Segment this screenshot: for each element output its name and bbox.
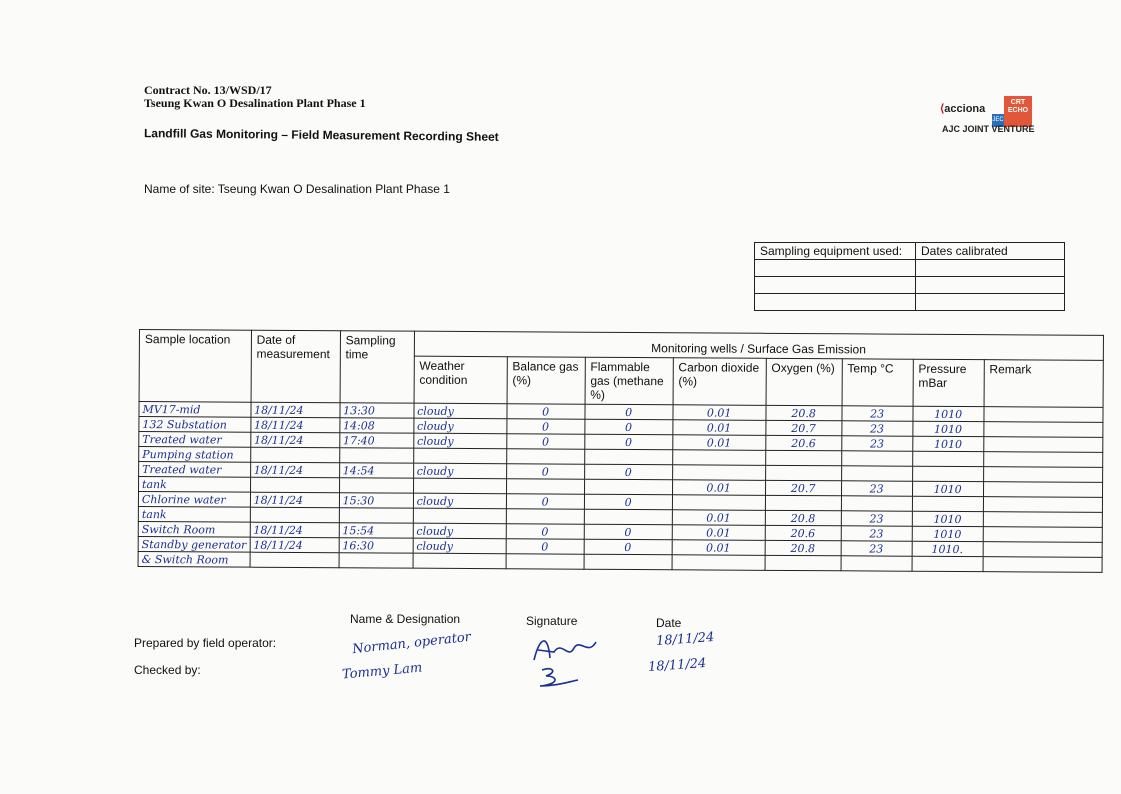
cell-time: 13:30 (340, 403, 414, 418)
cell-location: MV17-mid (139, 402, 251, 418)
equipment-header: Sampling equipment used: (755, 243, 916, 260)
header-weather: Weather condition (414, 356, 507, 404)
cell-flammable-gas (584, 554, 672, 570)
cell-location: Pumping station (139, 447, 251, 463)
cell-remark (983, 527, 1102, 543)
cell-date (250, 447, 339, 463)
cell-temp: 23 (841, 511, 912, 526)
cell-carbon-dioxide: 0.01 (672, 435, 765, 451)
company-logo (940, 96, 1036, 136)
equipment-table (754, 242, 1065, 311)
cell-pressure (912, 451, 983, 466)
cell-pressure (912, 556, 983, 571)
cell-balance-gas: 0 (506, 434, 584, 449)
cell-oxygen: 20.7 (765, 480, 841, 495)
cell-time (339, 508, 413, 523)
name-designation-header: Name & Designation (350, 612, 461, 626)
cell-oxygen: 20.7 (766, 420, 842, 435)
cell-pressure: 1010. (912, 541, 983, 556)
cell-weather: cloudy (413, 493, 506, 509)
cell-time (339, 553, 413, 568)
header-flammable-gas: Flammable gas (methane %) (585, 357, 673, 405)
cell-remark (983, 482, 1102, 498)
cell-carbon-dioxide: 0.01 (672, 540, 765, 556)
cell-temp: 23 (841, 541, 912, 556)
cell-date: 18/11/24 (251, 417, 340, 433)
cell-flammable-gas (584, 509, 672, 525)
cell-time: 14:08 (340, 418, 414, 433)
cell-balance-gas: 0 (506, 539, 584, 554)
cell-flammable-gas (584, 449, 672, 465)
cell-weather: cloudy (413, 538, 506, 554)
cell-date: 18/11/24 (250, 462, 339, 478)
sheet-title: Landfill Gas Monitoring – Field Measurement Recording Sheet (143, 126, 499, 144)
header-monitoring-wells: Monitoring wells / Surface Gas Emission (414, 331, 1103, 360)
equipment-cell (755, 260, 916, 277)
logo-joint-venture: AJC JOINT VENTURE (942, 124, 1035, 134)
cell-time: 14:54 (339, 463, 413, 478)
measurement-table (138, 329, 1104, 573)
cell-location: Standby generator (138, 536, 250, 552)
cell-oxygen (765, 495, 841, 510)
cell-weather: cloudy (413, 463, 506, 479)
cell-pressure (912, 496, 983, 511)
measurement-rows (138, 402, 1103, 573)
header-carbon-dioxide: Carbon dioxide (%) (673, 358, 766, 406)
cell-flammable-gas: 0 (584, 434, 672, 450)
prepared-date: 18/11/24 (655, 629, 715, 650)
cell-time (339, 478, 413, 493)
cell-carbon-dioxide (672, 495, 765, 511)
cell-location: Treated water (139, 432, 251, 448)
cell-carbon-dioxide (672, 555, 765, 571)
equipment-cell (755, 277, 916, 294)
cell-date (250, 507, 339, 523)
cell-flammable-gas: 0 (585, 419, 673, 435)
cell-date: 18/11/24 (251, 402, 340, 418)
cell-remark (983, 467, 1102, 483)
cell-remark (983, 452, 1102, 468)
cell-balance-gas: 0 (507, 404, 585, 419)
cell-location: tank (138, 506, 250, 522)
header-time: Sampling time (340, 331, 414, 403)
cell-pressure: 1010 (912, 526, 983, 541)
calibration-header: Dates calibrated (916, 243, 1065, 260)
cell-remark (983, 557, 1102, 573)
cell-remark (984, 422, 1103, 438)
cell-pressure: 1010 (912, 511, 983, 526)
cell-oxygen: 20.8 (765, 540, 841, 555)
cell-carbon-dioxide: 0.01 (672, 510, 765, 526)
cell-oxygen: 20.6 (765, 435, 841, 450)
cell-flammable-gas: 0 (585, 404, 673, 420)
cell-balance-gas: 0 (506, 524, 584, 539)
cell-pressure: 1010 (913, 406, 984, 421)
cell-temp (841, 466, 912, 481)
header-oxygen: Oxygen (%) (766, 358, 842, 405)
cell-carbon-dioxide: 0.01 (673, 420, 766, 436)
header-date: Date of measurement (251, 330, 340, 403)
cell-oxygen: 20.8 (766, 405, 842, 420)
cell-oxygen (765, 555, 841, 570)
cell-carbon-dioxide: 0.01 (673, 405, 766, 421)
prepared-by-label: Prepared by field operator: (134, 636, 277, 650)
cell-location: & Switch Room (138, 551, 250, 567)
cell-balance-gas: 0 (506, 464, 584, 479)
contract-header (144, 84, 366, 110)
cell-pressure: 1010 (912, 436, 983, 451)
checked-name: Tommy Lam (341, 660, 423, 683)
cell-oxygen: 20.8 (765, 510, 841, 525)
cell-time: 15:54 (339, 523, 413, 538)
cell-time (339, 448, 413, 463)
cell-balance-gas: 0 (506, 494, 584, 509)
cell-temp: 23 (841, 481, 912, 496)
cell-carbon-dioxide: 0.01 (672, 480, 765, 496)
cell-remark (983, 437, 1102, 453)
cell-date: 18/11/24 (250, 492, 339, 508)
header-remark: Remark (984, 360, 1103, 408)
logo-jec-mark: JEC (992, 114, 1004, 127)
cell-pressure (912, 466, 983, 481)
cell-date (250, 477, 339, 493)
cell-balance-gas (506, 554, 584, 569)
cell-location: Chlorine water (138, 492, 250, 508)
logo-crt-mark: CRT ECHO (1004, 96, 1032, 127)
logo-brand: ⟨acciona (940, 103, 986, 115)
cell-date: 18/11/24 (250, 432, 339, 448)
cell-flammable-gas: 0 (584, 539, 672, 555)
cell-temp (841, 451, 912, 466)
cell-location: Treated water (139, 462, 251, 478)
equipment-cell (755, 294, 916, 311)
cell-pressure: 1010 (913, 421, 984, 436)
calibration-cell (916, 260, 1065, 277)
date-header: Date (656, 616, 682, 630)
cell-location: 132 Substation (139, 417, 251, 433)
cell-remark (984, 407, 1103, 423)
cell-balance-gas (506, 479, 584, 494)
header-temp: Temp °C (842, 359, 913, 406)
signature-header: Signature (526, 614, 578, 628)
cell-flammable-gas: 0 (584, 524, 672, 540)
checked-by-label: Checked by: (134, 663, 201, 677)
cell-oxygen (765, 465, 841, 480)
calibration-cell (916, 277, 1065, 294)
cell-weather (413, 478, 506, 494)
cell-flammable-gas (584, 479, 672, 495)
cell-oxygen: 20.6 (765, 525, 841, 540)
cell-temp: 23 (841, 526, 912, 541)
cell-time: 16:30 (339, 538, 413, 553)
cell-remark (983, 542, 1102, 558)
cell-balance-gas (506, 509, 584, 524)
cell-balance-gas: 0 (507, 419, 585, 434)
header-balance-gas: Balance gas (%) (507, 357, 585, 404)
cell-weather: cloudy (414, 403, 507, 419)
header-sample-location: Sample location (139, 330, 251, 403)
cell-remark (983, 512, 1102, 528)
cell-weather (413, 448, 506, 464)
cell-pressure: 1010 (912, 481, 983, 496)
cell-flammable-gas: 0 (584, 494, 672, 510)
cell-carbon-dioxide (672, 465, 765, 481)
checked-signature-stroke (540, 669, 578, 686)
cell-date: 18/11/24 (250, 522, 339, 538)
cell-remark (983, 497, 1102, 513)
cell-temp: 23 (842, 421, 913, 436)
cell-oxygen (765, 450, 841, 465)
cell-weather: cloudy (413, 433, 506, 449)
cell-carbon-dioxide: 0.01 (672, 525, 765, 541)
cell-time: 17:40 (339, 433, 413, 448)
cell-temp (841, 556, 912, 571)
contract-number: Contract No. 13/WSD/17 (144, 83, 272, 97)
signature-marks (528, 630, 608, 690)
cell-time: 15:30 (339, 493, 413, 508)
project-name: Tseung Kwan O Desalination Plant Phase 1 (144, 96, 366, 110)
cell-weather (413, 553, 506, 569)
cell-weather (413, 508, 506, 524)
cell-carbon-dioxide (672, 450, 765, 466)
cell-weather: cloudy (413, 523, 506, 539)
cell-temp (841, 496, 912, 511)
cell-date (250, 552, 339, 568)
header-pressure: Pressure mBar (913, 359, 984, 406)
cell-weather: cloudy (414, 418, 507, 434)
cell-temp: 23 (841, 436, 912, 451)
cell-flammable-gas: 0 (584, 464, 672, 480)
prepared-name: Norman, operator (351, 629, 472, 658)
checked-date: 18/11/24 (647, 655, 707, 676)
calibration-cell (916, 294, 1065, 311)
cell-balance-gas (506, 449, 584, 464)
cell-date: 18/11/24 (250, 537, 339, 553)
cell-location: tank (139, 477, 251, 493)
cell-location: Switch Room (138, 521, 250, 537)
prepared-signature-stroke (534, 641, 596, 660)
site-name: Name of site: Tseung Kwan O Desalination Plant Phase 1 (144, 182, 450, 196)
cell-temp: 23 (842, 406, 913, 421)
